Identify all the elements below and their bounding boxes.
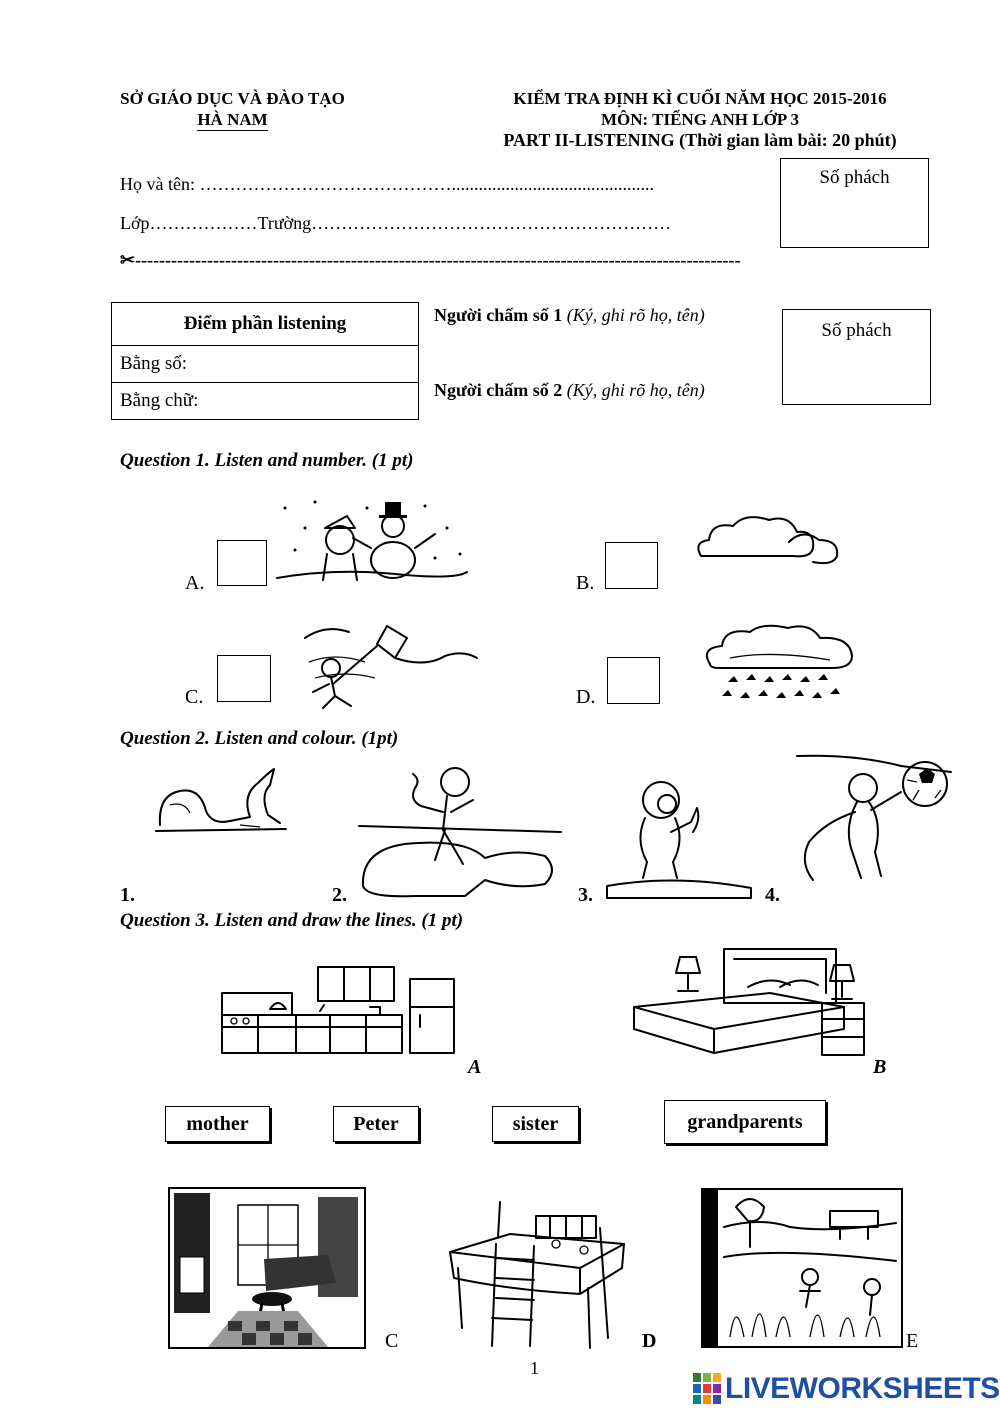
q1-answer-box-b[interactable] [605,542,658,589]
garden-icon [700,1187,904,1349]
so-phach-box-top[interactable]: Số phách [780,158,929,248]
score-by-number[interactable]: Bằng số: [112,346,419,383]
grader-2[interactable]: Người chấm số 2 (Ký, ghi rõ họ, tên) [434,380,705,400]
windy-kite-icon [295,622,480,710]
q2-label-1: 1. [120,884,135,906]
snowy-snowman-icon [275,488,470,588]
exam-subject: MÔN: TIẾNG ANH LỚP 3 [600,110,800,129]
cut-line: ✂----------------------------------------------------------------------------------------------------- [120,250,741,270]
monkey-ball-icon [795,752,955,892]
exam-title-block [440,88,960,151]
grader-1[interactable]: Người chấm số 1 (Ký, ghi rõ họ, tên) [434,305,705,325]
liveworksheets-icon [693,1373,721,1405]
word-card-sister[interactable]: sister [492,1106,579,1142]
score-table [111,302,419,420]
exam-title: KIỂM TRA ĐỊNH KÌ CUỐI NĂM HỌC 2015-2016 [513,89,887,108]
picture-label-e: E [906,1330,919,1352]
question-1-title: Question 1. Listen and number. (1 pt) [120,450,414,471]
word-card-grandparents[interactable]: grandparents [664,1100,826,1144]
page-number: 1 [530,1358,539,1378]
student-name-line[interactable]: Họ và tên: ……………………………………............................................. [120,174,654,194]
score-by-words[interactable]: Bằng chữ: [112,383,419,420]
kitchen-icon [220,965,460,1055]
monkey-on-hippo-icon [355,760,565,900]
word-card-peter[interactable]: Peter [333,1106,419,1142]
department-name: SỞ GIÁO DỤC VÀ ĐÀO TẠO HÀ NAM [120,89,345,129]
picture-label-c: C [385,1330,399,1352]
brand-name: LIVEWORKSHEETS [725,1372,1000,1405]
word-card-mother[interactable]: mother [165,1106,270,1142]
q1-label-b: B. [576,572,595,594]
bedroom-icon [630,945,870,1065]
picture-label-d: D [642,1330,657,1352]
q1-answer-box-c[interactable] [217,655,271,702]
q2-label-3: 3. [578,884,593,906]
question-2-title: Question 2. Listen and colour. (1pt) [120,728,399,749]
class-school-line[interactable]: Lớp………………Trường…………………………………………………… [120,213,672,233]
picture-label-b: B [873,1056,887,1078]
question-3-title: Question 3. Listen and draw the lines. (1 pt) [120,910,464,931]
q1-answer-box-a[interactable] [217,540,267,586]
crocodile-icon [150,765,320,845]
score-title: Điểm phần listening [112,303,419,346]
rainy-cloud-icon [700,622,860,707]
q1-label-a: A. [185,572,205,594]
q2-label-2: 2. [332,884,347,906]
q1-answer-box-d[interactable] [607,657,660,704]
picture-label-a: A [468,1056,482,1078]
monkey-banana-icon [605,770,755,898]
q1-label-c: C. [185,686,204,708]
so-phach-box-bottom[interactable]: Số phách [782,309,931,405]
liveworksheets-logo[interactable] [693,1372,1000,1406]
cloudy-icon [693,512,843,568]
dining-room-icon [440,1198,630,1348]
q1-label-d: D. [576,686,596,708]
q2-label-4: 4. [765,884,780,906]
exam-part: PART II-LISTENING (Thời gian làm bài: 20 phút) [503,130,897,150]
living-room-icon [168,1187,366,1349]
